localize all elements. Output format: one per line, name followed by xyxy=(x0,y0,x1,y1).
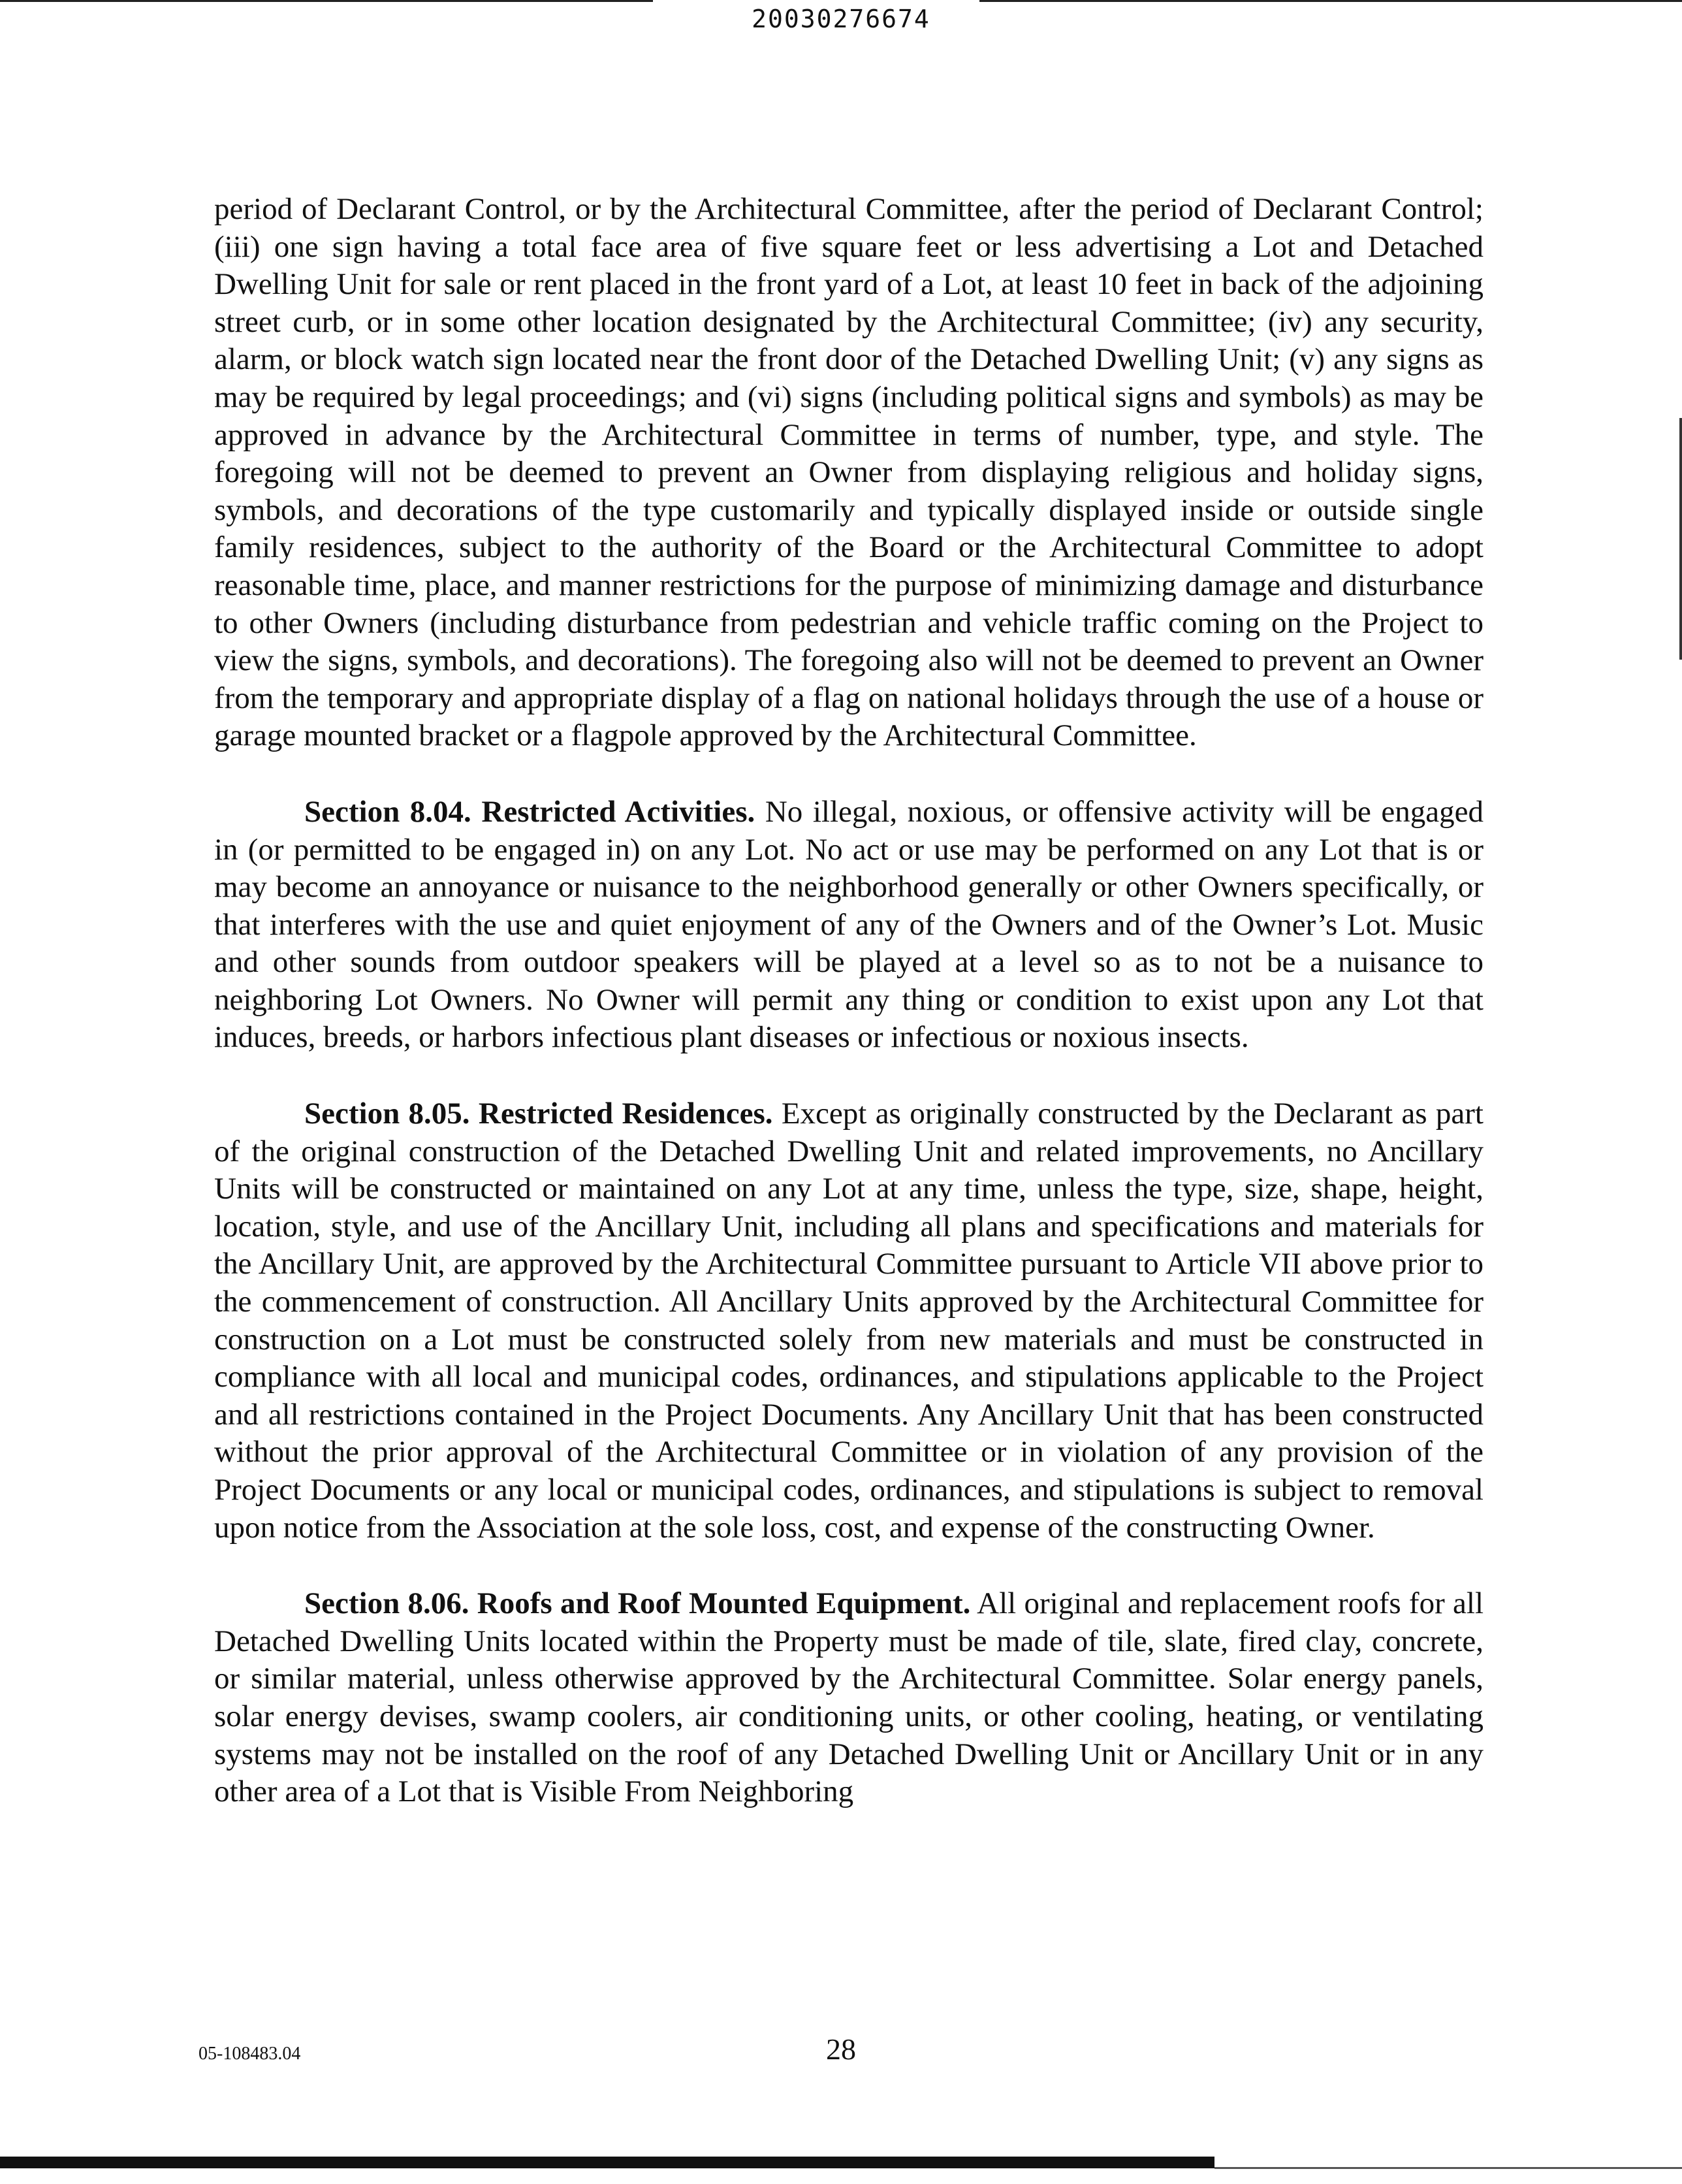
bottom-border-thin xyxy=(1214,2167,1682,2169)
bottom-border xyxy=(0,2157,1214,2168)
section-8-06-title: Section 8.06. Roofs and Roof Mounted Equipment. xyxy=(304,1586,971,1621)
top-border-right xyxy=(979,0,1682,2)
document-body xyxy=(214,191,1484,1811)
section-8-04 xyxy=(214,794,1484,1057)
section-8-05 xyxy=(214,1095,1484,1547)
recording-number: 20030276674 xyxy=(752,5,930,33)
top-border-left xyxy=(0,0,653,2)
section-8-06-text: All original and replacement roofs for all Detached Dwelling Units located within the Property must be made of tile, slate, fired clay, concrete, or similar material, unless otherwise approved by the Architectural Committee. Solar energy panels, solar energy devises, swamp coolers, air conditioning units, or other cooling, heating, or ventilating systems may not be installed on the roof of any Detached Dwelling Unit or Ancillary Unit or in any other area of a Lot that is Visible From Neighboring xyxy=(214,1586,1484,1809)
document-number: 05-108483.04 xyxy=(198,2044,301,2064)
page-number: 28 xyxy=(826,2032,856,2066)
section-8-04-text: No illegal, noxious, or offensive activity will be engaged in (or permitted to be engaged in) on any Lot. No act or use may be performed on any Lot that is or may become an annoyance or nuisance to the neighborhood generally or other Owners specifically, or that interferes with the use and quiet enjoyment of any of the Owners and of the Owner’s Lot. Music and other sounds from outdoor speakers will be played at a level so as to not be a nuisance to neighboring Lot Owners. No Owner will permit any thing or condition to exist upon any Lot that induces, breeds, or harbors infectious plant diseases or infectious or noxious insects. xyxy=(214,794,1484,1055)
section-8-05-title: Section 8.05. Restricted Residences. xyxy=(304,1097,773,1131)
section-8-04-title: Section 8.04. Restricted Activities. xyxy=(304,794,755,829)
scan-edge-mark xyxy=(1679,418,1682,660)
section-8-06 xyxy=(214,1585,1484,1811)
section-8-05-text: Except as originally constructed by the Declarant as part of the original construction of the Detached Dwelling Unit and related improvements, no Ancillary Units will be constructed or maintained on any Lot at any time, unless the type, size, shape, height, location, style, and use of the Ancillary Unit, including all plans and specifications and materials for the Ancillary Unit, are approved by the Architectural Committee pursuant to Article VII above prior to the commencement of construction. All Ancillary Units approved by the Architectural Committee for construction on a Lot must be constructed solely from new materials and must be constructed in compliance with all local and municipal codes, ordinances, and stipulations applicable to the Project and all restrictions contained in the Project Documents. Any Ancillary Unit that has been constructed without the prior approval of the Architectural Committee or in violation of any provision of the Project Documents or any local or municipal codes, ordinances, and stipulations is subject to removal upon notice from the Association at the sole loss, cost, and expense of the constructing Owner. xyxy=(214,1097,1484,1545)
continuation-paragraph: period of Declarant Control, or by the Architectural Committee, after the period of Declarant Control; (iii) one sign having a total face area of five square feet or less advertising a Lot and Detached Dwelling Unit for sale or rent placed in the front yard of a Lot, at least 10 feet in back of the adjoining street curb, or in some other location designated by the Architectural Committee; (iv) any security, alarm, or block watch sign located near the front door of the Detached Dwelling Unit; (v) any signs as may be required by legal proceedings; and (vi) signs (including political signs and symbols) as may be approved in advance by the Architectural Committee in terms of number, type, and style. The foregoing will not be deemed to prevent an Owner from displaying religious and holiday signs, symbols, and decorations of the type customarily and typically displayed inside or outside single family residences, subject to the authority of the Board or the Architectural Committee to adopt reasonable time, place, and manner restrictions for the purpose of minimizing damage and disturbance to other Owners (including disturbance from pedestrian and vehicle traffic coming on the Project to view the signs, symbols, and decorations). The foregoing also will not be deemed to prevent an Owner from the temporary and appropriate display of a flag on national holidays through the use of a house or garage mounted bracket or a flagpole approved by the Architectural Committee. xyxy=(214,192,1484,753)
